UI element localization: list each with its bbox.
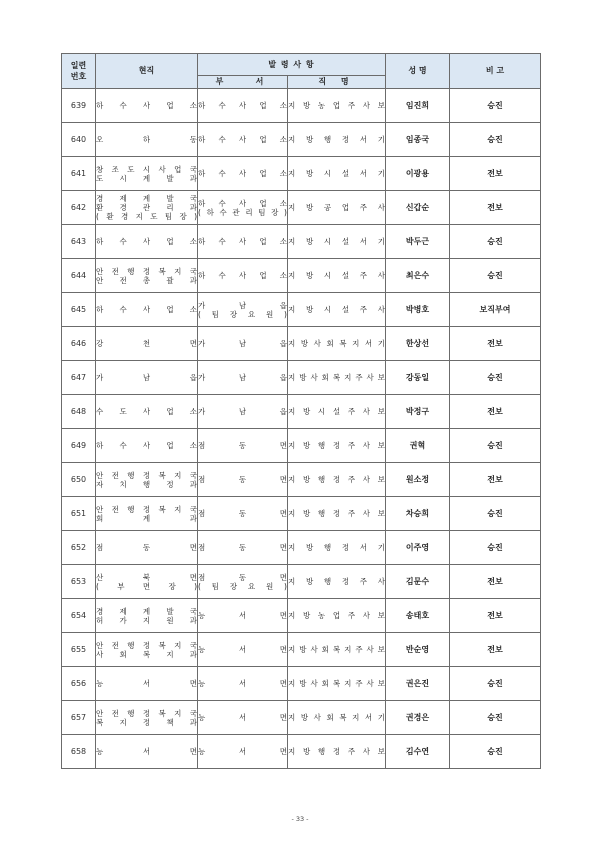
- current-post-line: 강 천 면: [96, 339, 197, 348]
- current-post-line: 허 가 지 원 과: [96, 615, 197, 625]
- job-title: [288, 565, 386, 599]
- remark: 전보: [450, 395, 541, 429]
- table-row: [62, 463, 541, 497]
- job-title-text: 지 방 시 설 주 사 보: [288, 407, 385, 416]
- remark: 전보: [450, 463, 541, 497]
- person-name: 박정구: [386, 395, 450, 429]
- job-title-text: 지 방 사 회 복 지 서 기: [288, 713, 385, 722]
- current-post: [96, 735, 198, 769]
- serial-number: 641: [62, 157, 96, 191]
- serial-number: 657: [62, 701, 96, 735]
- new-department: [198, 123, 288, 157]
- current-post: [96, 633, 198, 667]
- new-department-line: 가 남 읍: [198, 300, 287, 310]
- current-post-line: 경 제 계 발 국: [96, 606, 197, 616]
- new-department-line: 능 서 면: [198, 611, 287, 620]
- current-post-line: 창 조 도 시 사 업 국: [96, 164, 197, 174]
- new-department: [198, 667, 288, 701]
- job-title-text: 지 방 시 설 서 기: [288, 169, 385, 178]
- current-post: [96, 497, 198, 531]
- remark: 전보: [450, 327, 541, 361]
- current-post: [96, 361, 198, 395]
- current-post: [96, 293, 198, 327]
- table-row: [62, 633, 541, 667]
- current-post-header: 현직: [96, 54, 198, 89]
- job-title-text: 지 방 사 회 복 지 서 기: [288, 339, 385, 348]
- serial-number: 647: [62, 361, 96, 395]
- new-department-line: 점 동 면: [198, 572, 287, 582]
- current-post-line: 능 서 면: [96, 747, 197, 756]
- job-title-text: 지 방 행 정 주 사 보: [288, 475, 385, 484]
- new-department-line: 능 서 면: [198, 679, 287, 688]
- new-department: [198, 327, 288, 361]
- remark: 승진: [450, 735, 541, 769]
- person-name: 차승희: [386, 497, 450, 531]
- person-name: 신갑순: [386, 191, 450, 225]
- remark: 승진: [450, 89, 541, 123]
- job-title-text: 지 방 행 정 주 사 보: [288, 747, 385, 756]
- table-row: [62, 395, 541, 429]
- new-department-line: 하 수 사 업 소: [198, 169, 287, 178]
- serial-number: 655: [62, 633, 96, 667]
- current-post: [96, 157, 198, 191]
- remark: 보직부여: [450, 293, 541, 327]
- page-number: - 33 -: [291, 815, 309, 823]
- job-title-text: 지 방 농 업 주 사 보: [288, 611, 385, 620]
- table-row: [62, 429, 541, 463]
- new-department: [198, 633, 288, 667]
- current-post-line: ( 부 면 장 ): [96, 581, 197, 591]
- table-row: [62, 361, 541, 395]
- job-title-text: 지 방 공 업 주 사: [288, 203, 385, 212]
- job-title: [288, 225, 386, 259]
- serial-number: 643: [62, 225, 96, 259]
- new-department: [198, 293, 288, 327]
- job-title-text: 지 방 사 회 복 지 주 사 보: [288, 645, 385, 654]
- job-title-text: 지 방 사 회 복 지 주 사 보: [288, 679, 385, 688]
- new-department-line: 하 수 사 업 소: [198, 237, 287, 246]
- job-title: [288, 667, 386, 701]
- table-row: [62, 667, 541, 701]
- new-department: [198, 259, 288, 293]
- serial-number: 656: [62, 667, 96, 701]
- job-title: [288, 327, 386, 361]
- new-department-line: 하 수 사 업 소: [198, 135, 287, 144]
- new-department-line: 점 동 면: [198, 509, 287, 518]
- new-department: [198, 361, 288, 395]
- serial-number: 654: [62, 599, 96, 633]
- remark: 전보: [450, 633, 541, 667]
- person-name: 임진희: [386, 89, 450, 123]
- person-name: 한상선: [386, 327, 450, 361]
- current-post: [96, 701, 198, 735]
- current-post-line: 가 남 읍: [96, 373, 197, 382]
- current-post: [96, 429, 198, 463]
- new-department-line: 능 서 면: [198, 645, 287, 654]
- new-department: [198, 225, 288, 259]
- new-department: [198, 395, 288, 429]
- serial-number: 639: [62, 89, 96, 123]
- current-post: [96, 395, 198, 429]
- current-post-line: 능 서 면: [96, 679, 197, 688]
- person-name: 최은수: [386, 259, 450, 293]
- job-title-text: 지 방 시 설 주 사: [288, 305, 385, 314]
- job-title: [288, 293, 386, 327]
- current-post: [96, 667, 198, 701]
- new-department-line: 가 남 읍: [198, 407, 287, 416]
- person-name: 이주영: [386, 531, 450, 565]
- job-title: [288, 123, 386, 157]
- current-post-line: 자 치 행 정 과: [96, 479, 197, 489]
- current-post: [96, 327, 198, 361]
- new-department-line: 능 서 면: [198, 747, 287, 756]
- table-row: [62, 293, 541, 327]
- table-row: [62, 225, 541, 259]
- new-department: [198, 565, 288, 599]
- current-post-line: 산 북 면: [96, 572, 197, 582]
- current-post: [96, 259, 198, 293]
- new-department: [198, 429, 288, 463]
- new-department: [198, 89, 288, 123]
- current-post-line: 도 시 계 발 과: [96, 173, 197, 183]
- table-row: [62, 327, 541, 361]
- job-title-text: 지 방 행 정 서 기: [288, 543, 385, 552]
- current-post: [96, 463, 198, 497]
- department-header: 부 서: [198, 76, 288, 89]
- job-title: [288, 531, 386, 565]
- person-name: 권혁: [386, 429, 450, 463]
- job-title: [288, 599, 386, 633]
- current-post: [96, 531, 198, 565]
- job-title-text: 지 방 행 정 주 사 보: [288, 441, 385, 450]
- remark: 승진: [450, 667, 541, 701]
- new-department: [198, 531, 288, 565]
- serial-number: 644: [62, 259, 96, 293]
- current-post-line: 수 도 사 업 소: [96, 407, 197, 416]
- person-name: 반순영: [386, 633, 450, 667]
- serial-number: 640: [62, 123, 96, 157]
- job-title-text: 지 방 사 회 복 지 주 사 보: [288, 373, 385, 382]
- person-name: 권은진: [386, 667, 450, 701]
- current-post-line: 하 수 사 업 소: [96, 101, 197, 110]
- job-title-text: 지 방 행 정 주 사 보: [288, 509, 385, 518]
- remark: 승진: [450, 701, 541, 735]
- table-row: [62, 531, 541, 565]
- table-row: [62, 701, 541, 735]
- new-department: [198, 463, 288, 497]
- serial-number: 646: [62, 327, 96, 361]
- title-header: 직 명: [288, 76, 386, 89]
- current-post-line: 점 동 면: [96, 543, 197, 552]
- serial-number: 642: [62, 191, 96, 225]
- current-post: [96, 565, 198, 599]
- current-post-line: 안 전 행 정 복 지 국: [96, 470, 197, 480]
- name-header: 성 명: [386, 54, 450, 89]
- current-post-line: 복 지 정 책 과: [96, 717, 197, 727]
- person-name: 박두근: [386, 225, 450, 259]
- remark: 승진: [450, 497, 541, 531]
- person-name: 박병호: [386, 293, 450, 327]
- new-department-line: 하 수 사 업 소: [198, 271, 287, 280]
- current-post: [96, 599, 198, 633]
- new-department-line: 가 남 읍: [198, 339, 287, 348]
- serial-number: 651: [62, 497, 96, 531]
- job-title-text: 지 방 시 설 주 사: [288, 271, 385, 280]
- new-department: [198, 157, 288, 191]
- serial-number: 648: [62, 395, 96, 429]
- new-department: [198, 191, 288, 225]
- new-department-line: 하 수 사 업 소: [198, 198, 287, 208]
- job-title: [288, 735, 386, 769]
- serial-number: 645: [62, 293, 96, 327]
- table-row: [62, 259, 541, 293]
- appointment-header: 발 령 사 항: [198, 54, 386, 76]
- remark: 승진: [450, 225, 541, 259]
- current-post-line: 하 수 사 업 소: [96, 305, 197, 314]
- serial-number: 649: [62, 429, 96, 463]
- table-row: [62, 191, 541, 225]
- current-post-line: 사 회 복 지 과: [96, 649, 197, 659]
- current-post-line: 안 전 행 정 복 지 국: [96, 708, 197, 718]
- job-title-text: 지 방 시 설 서 기: [288, 237, 385, 246]
- current-post-line: ( 환 경 지 도 팀 장 ): [96, 212, 197, 221]
- remark: 승진: [450, 429, 541, 463]
- job-title-text: 지 방 행 정 주 사: [288, 577, 385, 586]
- person-name: 임종국: [386, 123, 450, 157]
- current-post-line: 안 전 행 정 복 지 국: [96, 640, 197, 650]
- serial-number: 658: [62, 735, 96, 769]
- table-row: [62, 89, 541, 123]
- new-department-line: 점 동 면: [198, 441, 287, 450]
- job-title: [288, 259, 386, 293]
- current-post-line: 하 수 사 업 소: [96, 237, 197, 246]
- current-post: [96, 123, 198, 157]
- remark: 승진: [450, 123, 541, 157]
- appointment-table: [61, 53, 541, 769]
- remark: 승진: [450, 259, 541, 293]
- current-post-line: 경 제 계 발 국: [96, 194, 197, 203]
- current-post-line: 안 전 총 괄 과: [96, 275, 197, 285]
- new-department-line: 능 서 면: [198, 713, 287, 722]
- new-department-line: ( 팀 장 요 원 ): [198, 581, 287, 591]
- remark: 승진: [450, 361, 541, 395]
- table-row: [62, 123, 541, 157]
- job-title: [288, 361, 386, 395]
- current-post-line: 안 전 행 정 복 지 국: [96, 504, 197, 514]
- table-row: [62, 599, 541, 633]
- job-title: [288, 395, 386, 429]
- current-post-line: 하 수 사 업 소: [96, 441, 197, 450]
- job-title-text: 지 방 행 정 서 기: [288, 135, 385, 144]
- serial-number: 650: [62, 463, 96, 497]
- job-title: [288, 701, 386, 735]
- table-row: [62, 735, 541, 769]
- job-title-text: 지 방 농 업 주 사 보: [288, 101, 385, 110]
- job-title: [288, 157, 386, 191]
- new-department: [198, 735, 288, 769]
- current-post: [96, 225, 198, 259]
- new-department-line: 가 남 읍: [198, 373, 287, 382]
- current-post: [96, 89, 198, 123]
- current-post-line: 안 전 행 정 복 지 국: [96, 266, 197, 276]
- serial-number: 653: [62, 565, 96, 599]
- table-row: [62, 157, 541, 191]
- new-department: [198, 701, 288, 735]
- remark: 전보: [450, 599, 541, 633]
- person-name: 이광용: [386, 157, 450, 191]
- new-department: [198, 599, 288, 633]
- person-name: 원소정: [386, 463, 450, 497]
- job-title: [288, 633, 386, 667]
- serial-header: 일련 번호: [62, 54, 96, 89]
- new-department-line: 점 동 면: [198, 543, 287, 552]
- remark: 승진: [450, 531, 541, 565]
- job-title: [288, 429, 386, 463]
- job-title: [288, 191, 386, 225]
- new-department: [198, 497, 288, 531]
- person-name: 김수연: [386, 735, 450, 769]
- table-row: [62, 497, 541, 531]
- remark: 전보: [450, 157, 541, 191]
- person-name: 송태호: [386, 599, 450, 633]
- person-name: 권경은: [386, 701, 450, 735]
- new-department-line: ( 하 수 관 리 팀 장 ): [198, 207, 287, 217]
- job-title: [288, 497, 386, 531]
- person-name: 강동일: [386, 361, 450, 395]
- current-post-line: 회 계 과: [96, 513, 197, 523]
- job-title: [288, 463, 386, 497]
- new-department-line: 하 수 사 업 소: [198, 101, 287, 110]
- new-department-line: 점 동 면: [198, 475, 287, 484]
- current-post-line: 환 경 관 리 과: [96, 203, 197, 212]
- current-post-line: 오 하 동: [96, 135, 197, 144]
- job-title: [288, 89, 386, 123]
- person-name: 김문수: [386, 565, 450, 599]
- current-post: [96, 191, 198, 225]
- remark: 전보: [450, 191, 541, 225]
- table-row: [62, 565, 541, 599]
- remark: 전보: [450, 565, 541, 599]
- serial-number: 652: [62, 531, 96, 565]
- note-header: 비 고: [450, 54, 541, 89]
- new-department-line: ( 팀 장 요 원 ): [198, 309, 287, 319]
